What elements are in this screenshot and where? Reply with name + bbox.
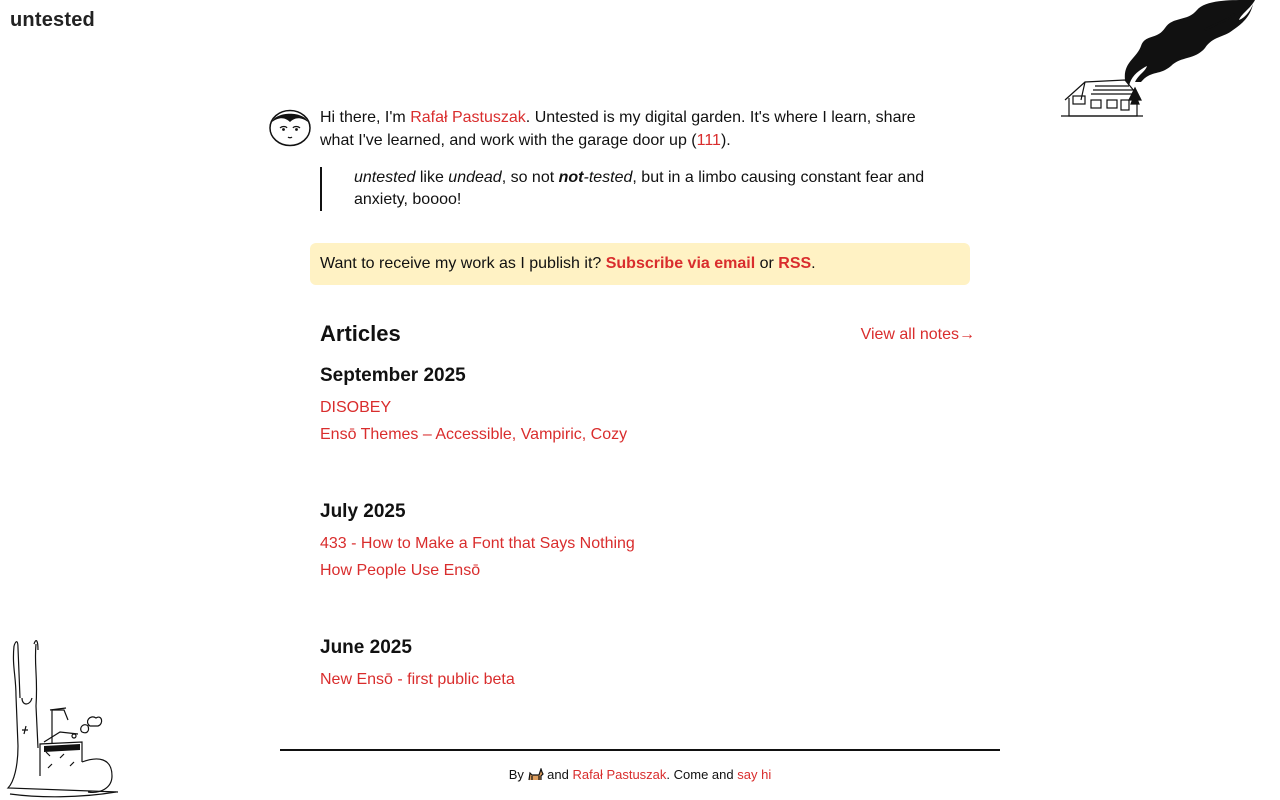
cat-icon (528, 768, 544, 781)
article-link[interactable]: 433 - How to Make a Font that Says Nothing (320, 535, 635, 552)
site-title[interactable]: untested (10, 9, 95, 31)
say-hi-link[interactable]: say hi (737, 767, 772, 782)
subscribe-period: . (811, 255, 816, 272)
quote-word-tested: -tested (583, 169, 633, 186)
avatar (268, 108, 312, 148)
footer-and: and (543, 767, 573, 782)
author-link[interactable]: Rafał Pastuszak (410, 109, 526, 126)
rss-link[interactable]: RSS (778, 255, 812, 272)
month-heading: September 2025 (320, 365, 466, 386)
intro-end: ). (720, 132, 731, 149)
quote-word-undead: undead (448, 169, 502, 186)
footer-author-link[interactable]: Rafał Pastuszak (572, 767, 667, 782)
arrow-right-icon: → (959, 326, 975, 343)
footer-by: By (508, 767, 528, 782)
article-link[interactable]: DISOBEY (320, 399, 392, 416)
article-link[interactable]: New Ensō - first public beta (320, 671, 515, 688)
house-smoke-illustration (1055, 0, 1265, 125)
month-group (320, 500, 970, 584)
intro-paragraph (320, 106, 945, 152)
footer-divider (280, 749, 1000, 751)
quote-text: , but in a limbo causing constant fear and anxiety, boooo! (354, 169, 925, 208)
article-link[interactable]: How People Use Ensō (320, 562, 481, 579)
view-all-label: View all notes (860, 326, 959, 343)
footer (280, 766, 1000, 784)
footer-come: . Come and (666, 767, 738, 782)
intro-text: . Untested is my digital garden. It's where I learn, share what I've learned, and work with the garage door up ( (320, 109, 916, 149)
subscribe-banner (310, 243, 970, 285)
articles-heading: Articles (320, 321, 401, 346)
month-heading: July 2025 (320, 501, 406, 522)
blockquote (320, 167, 950, 211)
subscribe-email-link[interactable]: Subscribe via email (605, 255, 756, 272)
subscribe-text: Want to receive my work as I publish it? (320, 255, 606, 272)
notes-count-link[interactable]: 111 (696, 132, 721, 149)
view-all-notes-link[interactable] (861, 326, 975, 344)
month-heading: June 2025 (320, 637, 412, 658)
article-link[interactable]: Ensō Themes – Accessible, Vampiric, Cozy (320, 426, 628, 443)
quote-text: , so not (501, 169, 559, 186)
intro-greeting: Hi there, I'm (320, 109, 411, 126)
quote-text: like (415, 169, 449, 186)
month-group (320, 364, 970, 448)
snail-house-illustration (0, 636, 125, 800)
subscribe-or: or (755, 255, 779, 272)
quote-word-not: not (558, 169, 584, 186)
matryoshka-face-icon (270, 111, 310, 146)
quote-word-untested: untested (354, 169, 416, 186)
month-group (320, 636, 970, 693)
